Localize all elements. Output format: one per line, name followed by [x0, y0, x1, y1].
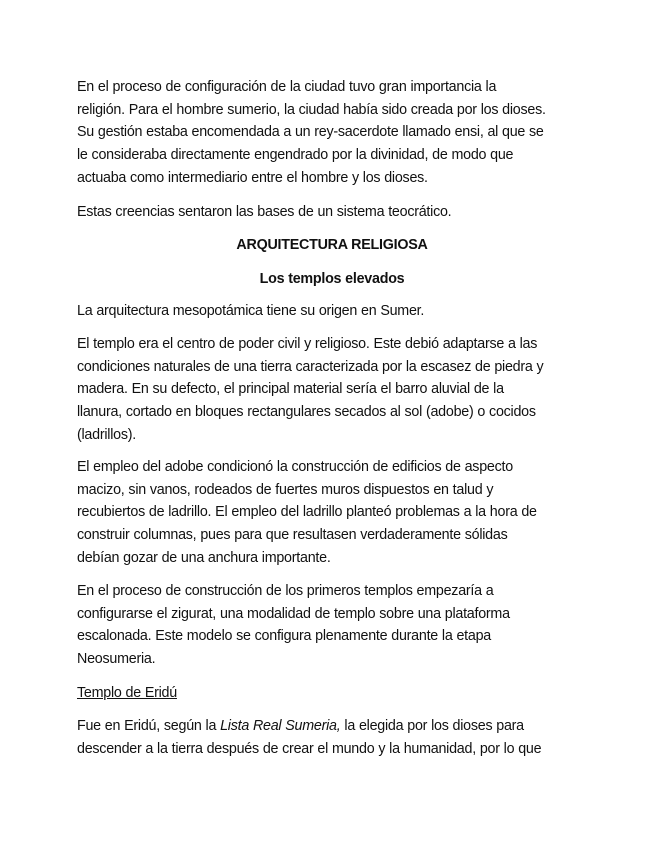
paragraph-line: escalonada. Este modelo se configura plenamente durante la etapa: [77, 628, 492, 645]
paragraph-line: En el proceso de configuración de la ciudad tuvo gran importancia la: [77, 79, 497, 95]
paragraph-line: recubiertos de ladrillo. El empleo del ladrillo planteó problemas a la hora de: [77, 504, 537, 521]
adobe-paragraph: [77, 456, 587, 570]
temple-paragraph: [77, 333, 587, 447]
subsection-heading: Los templos elevados: [259, 271, 405, 287]
paragraph-line: macizo, sin vanos, rodeados de fuertes muros dispuestos en talud y: [77, 481, 494, 498]
paragraph-line: le consideraba directamente engendrado por la divinidad, de modo que: [77, 147, 514, 164]
paragraph-line: Estas creencias sentaron las bases de un sistema teocrático.: [77, 204, 452, 220]
paragraph-line: La arquitectura mesopotámica tiene su origen en Sumer.: [77, 303, 425, 319]
paragraph-line: [77, 715, 587, 738]
eridu-paragraph: [77, 715, 587, 760]
paragraph-line: (ladrillos).: [77, 426, 136, 443]
paragraph-line: En el proceso de construcción de los primeros templos empezaría a: [77, 583, 494, 599]
paragraph-line: actuaba como intermediario entre el hombre y los dioses.: [77, 169, 428, 186]
ziggurat-paragraph: [77, 580, 587, 671]
paragraph-line: religión. Para el hombre sumerio, la ciudad había sido creada por los dioses.: [77, 101, 546, 118]
paragraph-line: construir columnas, pues para que resultasen verdaderamente sólidas: [77, 527, 508, 544]
eridu-heading: Templo de Eridú: [77, 685, 177, 701]
section-heading: ARQUITECTURA RELIGIOSA: [236, 237, 428, 253]
paragraph-line: debían gozar de una anchura importante.: [77, 549, 331, 566]
paragraph-line: condiciones naturales de una tierra caracterizada por la escasez de piedra y: [77, 358, 544, 375]
eridu-text-before: Fue en Eridú, según la: [77, 718, 221, 734]
paragraph-line: madera. En su defecto, el principal material sería el barro aluvial de la: [77, 381, 504, 398]
paragraph-line: El empleo del adobe condicionó la construcción de edificios de aspecto: [77, 459, 513, 475]
paragraph-line: Neosumeria.: [77, 651, 156, 668]
eridu-text-after: la elegida por los dioses para: [340, 718, 524, 734]
paragraph-line: configurarse el zigurat, una modalidad de templo sobre una plataforma: [77, 605, 510, 622]
paragraph-line: llanura, cortado en bloques rectangulares secados al sol (adobe) o cocidos: [77, 404, 536, 421]
paragraph-line: Su gestión estaba encomendada a un rey-sacerdote llamado ensi, al que se: [77, 124, 544, 141]
intro-paragraph: [77, 76, 587, 190]
theocratic-paragraph: [77, 201, 587, 224]
paragraph-line: descender a la tierra después de crear el mundo y la humanidad, por lo que: [77, 740, 542, 757]
paragraph-line: El templo era el centro de poder civil y religioso. Este debió adaptarse a las: [77, 336, 538, 352]
eridu-italic-source: Lista Real Sumeria,: [220, 718, 341, 734]
origin-paragraph: [77, 300, 587, 323]
